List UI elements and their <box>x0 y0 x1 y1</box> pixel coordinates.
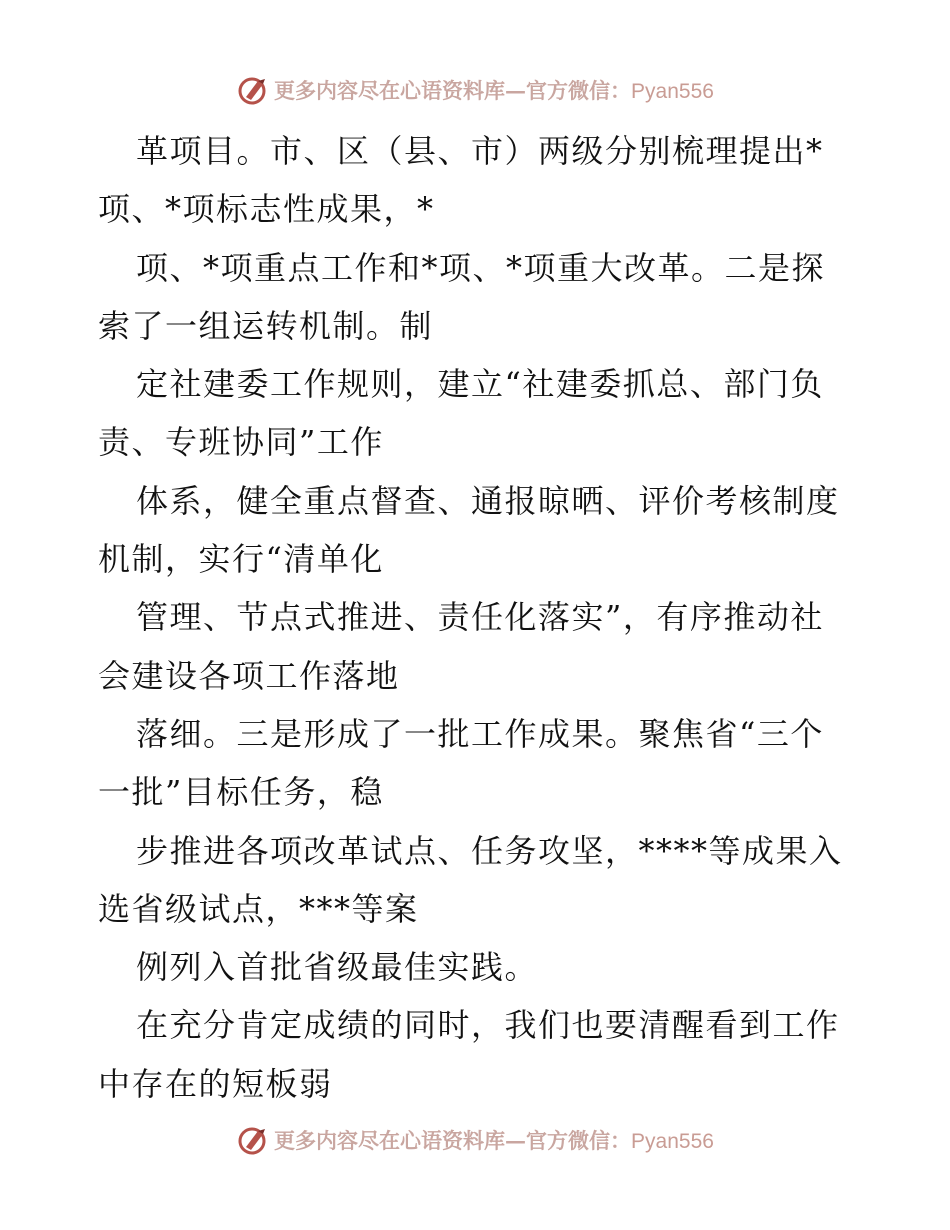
text-line: 中存在的短板弱 <box>98 1064 333 1103</box>
text-line: 选省级试点，***等案 <box>98 889 419 928</box>
text-line: 项、*项重点工作和*项、*项重大改革。二是探 <box>136 248 826 287</box>
text-line: 例列入首批省级最佳实践。 <box>136 948 539 987</box>
footer-watermark <box>0 1120 950 1160</box>
wechat-handle: Pyan556 <box>631 1130 714 1153</box>
text-line: 机制，实行“清单化 <box>98 540 384 579</box>
watermark-text: 更多内容尽在心语资料库—官方微信：Pyan556 <box>274 1128 714 1153</box>
watermark-text: 更多内容尽在心语资料库—官方微信：Pyan556 <box>274 78 714 103</box>
text-line: 体系，健全重点督查、通报晾晒、评价考核制度 <box>136 481 840 520</box>
text-line: 管理、节点式推进、责任化落实”，有序推动社 <box>136 598 824 637</box>
text-line: 革项目。市、区（县、市）两级分别梳理提出* <box>136 132 824 170</box>
document-body <box>98 122 858 1113</box>
text-line: 落细。三是形成了一批工作成果。聚焦省“三个 <box>136 714 824 753</box>
pen-logo-icon <box>236 1123 270 1157</box>
text-line: 定社建委工作规则，建立“社建委抓总、部门负 <box>136 365 824 404</box>
text-line: 一批”目标任务，稳 <box>98 773 384 812</box>
wechat-handle: Pyan556 <box>631 80 714 103</box>
header-watermark <box>0 70 950 110</box>
text-line: 步推进各项改革试点、任务攻坚，****等成果入 <box>136 831 843 870</box>
text-line: 项、*项标志性成果，* <box>98 190 435 229</box>
text-line: 会建设各项工作落地 <box>98 656 400 695</box>
text-line: 索了一组运转机制。制 <box>98 306 434 345</box>
pen-logo-icon <box>236 73 270 107</box>
text-line: 责、专班协同”工作 <box>98 423 384 462</box>
text-line: 在充分肯定成绩的同时，我们也要清醒看到工作 <box>136 1006 840 1045</box>
